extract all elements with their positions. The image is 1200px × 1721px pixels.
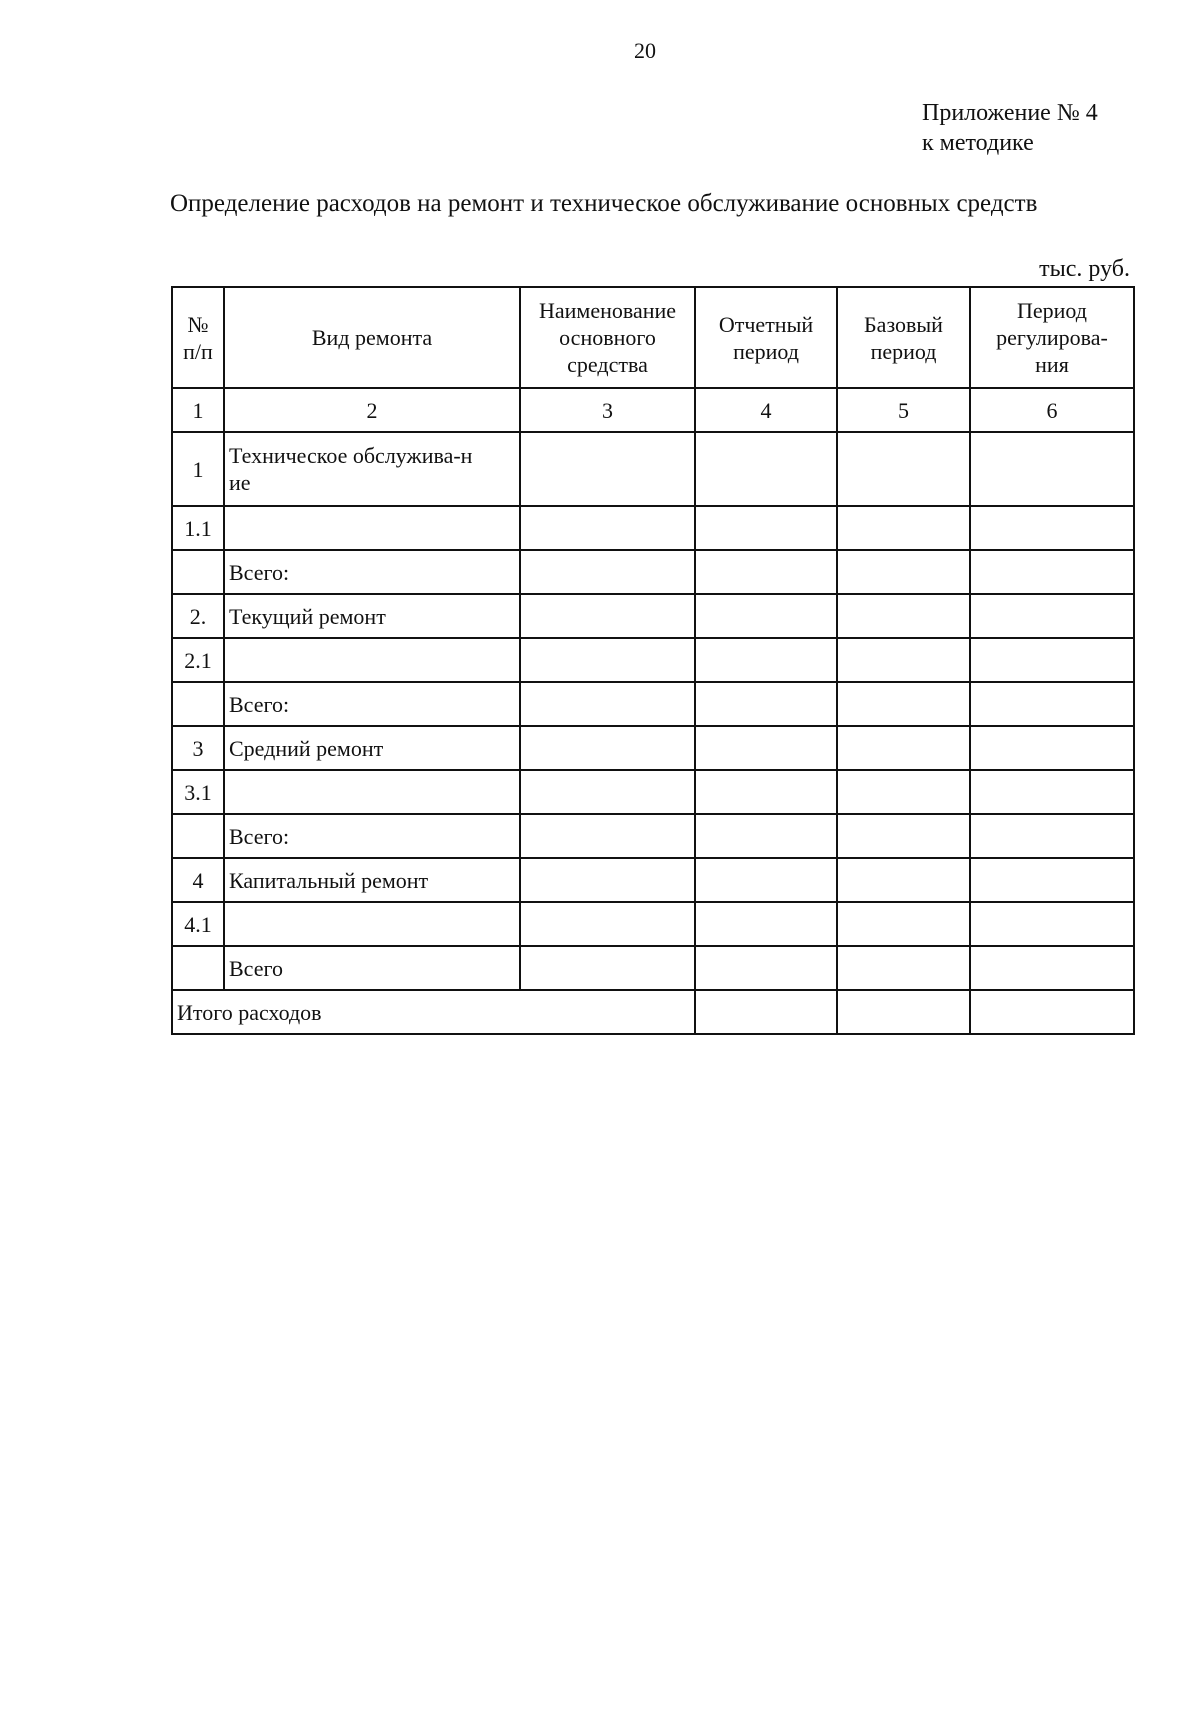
cell-regulation bbox=[970, 726, 1134, 770]
header-asset-line-1: Наименование bbox=[538, 298, 677, 323]
row-repair-type: Капитальный ремонт bbox=[224, 858, 520, 902]
row-number: 2.1 bbox=[172, 638, 224, 682]
header-number-line-1: № bbox=[187, 311, 209, 337]
table-row bbox=[172, 902, 1134, 946]
row-repair-type: Всего: bbox=[224, 814, 520, 858]
page-number: 20 bbox=[634, 38, 656, 63]
cell-asset bbox=[520, 432, 695, 506]
cell-reporting bbox=[695, 726, 837, 770]
total-row bbox=[172, 990, 1134, 1034]
cell-reporting bbox=[695, 594, 837, 638]
header-number-line-2: п/п bbox=[183, 338, 213, 364]
table-row bbox=[172, 506, 1134, 550]
cell-asset bbox=[520, 726, 695, 770]
cell-reporting bbox=[695, 858, 837, 902]
row-repair-type: Текущий ремонт bbox=[224, 594, 520, 638]
column-number: 2 bbox=[224, 388, 520, 432]
header-regulation-line-2: регулирова- bbox=[996, 325, 1108, 350]
table-row bbox=[172, 682, 1134, 726]
header-base-line-2: период bbox=[870, 338, 937, 364]
cell-regulation bbox=[970, 946, 1134, 990]
row-repair-type: Всего: bbox=[224, 550, 520, 594]
appendix-line-1: Приложение № 4 bbox=[922, 100, 1098, 126]
table-row bbox=[172, 814, 1134, 858]
row-number bbox=[172, 682, 224, 726]
column-numbers-row bbox=[172, 388, 1134, 432]
repair-costs-table bbox=[171, 286, 1135, 1035]
row-number: 3 bbox=[172, 726, 224, 770]
total-label: Итого расходов bbox=[172, 990, 695, 1034]
row-number bbox=[172, 814, 224, 858]
header-regulation-period bbox=[970, 287, 1134, 388]
cell-reporting bbox=[695, 506, 837, 550]
cell-base bbox=[837, 726, 970, 770]
column-number: 3 bbox=[520, 388, 695, 432]
cell-regulation bbox=[970, 858, 1134, 902]
header-regulation-line-3: ния bbox=[1035, 352, 1069, 377]
cell-regulation bbox=[970, 990, 1134, 1034]
cell-regulation bbox=[970, 506, 1134, 550]
cell-asset bbox=[520, 902, 695, 946]
cell-base bbox=[837, 946, 970, 990]
cell-asset bbox=[520, 858, 695, 902]
cell-regulation bbox=[970, 432, 1134, 506]
row-repair-type bbox=[224, 638, 520, 682]
cell-base bbox=[837, 638, 970, 682]
cell-base bbox=[837, 814, 970, 858]
cell-regulation bbox=[970, 814, 1134, 858]
cell-regulation bbox=[970, 770, 1134, 814]
cell-regulation bbox=[970, 638, 1134, 682]
cell-base bbox=[837, 858, 970, 902]
cell-reporting bbox=[695, 638, 837, 682]
cell-reporting bbox=[695, 682, 837, 726]
row-repair-type bbox=[224, 902, 520, 946]
header-reporting-period bbox=[695, 287, 837, 388]
cell-regulation bbox=[970, 594, 1134, 638]
cell-base bbox=[837, 550, 970, 594]
header-number bbox=[172, 287, 224, 388]
cell-regulation bbox=[970, 682, 1134, 726]
row-number: 2. bbox=[172, 594, 224, 638]
cell-asset bbox=[520, 682, 695, 726]
row-number: 3.1 bbox=[172, 770, 224, 814]
document-title: Определение расходов на ремонт и техническое обслуживание основных средств bbox=[170, 190, 1038, 217]
header-reporting-line-1: Отчетный bbox=[718, 311, 814, 337]
cell-base bbox=[837, 770, 970, 814]
cell-regulation bbox=[970, 550, 1134, 594]
header-base-line-1: Базовый bbox=[864, 311, 943, 337]
cell-asset bbox=[520, 550, 695, 594]
row-repair-type bbox=[224, 432, 520, 506]
cell-asset bbox=[520, 814, 695, 858]
column-number: 5 bbox=[837, 388, 970, 432]
row-number: 4.1 bbox=[172, 902, 224, 946]
header-reporting-line-2: период bbox=[733, 338, 799, 364]
cell-reporting bbox=[695, 990, 837, 1034]
cell-base bbox=[837, 682, 970, 726]
appendix-line-2: к методике bbox=[922, 130, 1034, 156]
header-base-period bbox=[837, 287, 970, 388]
table-row bbox=[172, 594, 1134, 638]
row-repair-type: Средний ремонт bbox=[224, 726, 520, 770]
header-asset-name bbox=[520, 287, 695, 388]
row-number bbox=[172, 550, 224, 594]
table-row bbox=[172, 726, 1134, 770]
cell-reporting bbox=[695, 432, 837, 506]
table-row bbox=[172, 858, 1134, 902]
table-row bbox=[172, 638, 1134, 682]
cell-asset bbox=[520, 594, 695, 638]
table-row bbox=[172, 946, 1134, 990]
cell-reporting bbox=[695, 550, 837, 594]
row-repair-type-text: Техническое обслужива-ние bbox=[229, 443, 473, 495]
header-asset-line-3: средства bbox=[567, 352, 648, 377]
cell-reporting bbox=[695, 902, 837, 946]
cell-base bbox=[837, 594, 970, 638]
row-number: 1 bbox=[172, 432, 224, 506]
header-repair-type-label: Вид ремонта bbox=[311, 325, 433, 350]
cell-base bbox=[837, 902, 970, 946]
table-row bbox=[172, 550, 1134, 594]
cell-base bbox=[837, 432, 970, 506]
cell-asset bbox=[520, 770, 695, 814]
cell-reporting bbox=[695, 814, 837, 858]
header-regulation-line-1: Период bbox=[1017, 298, 1087, 323]
units-label: тыс. руб. bbox=[1039, 256, 1130, 282]
row-repair-type bbox=[224, 770, 520, 814]
row-number: 1.1 bbox=[172, 506, 224, 550]
cell-reporting bbox=[695, 770, 837, 814]
appendix-reference bbox=[922, 98, 1098, 158]
cell-asset bbox=[520, 506, 695, 550]
row-number bbox=[172, 946, 224, 990]
row-repair-type bbox=[224, 506, 520, 550]
column-number: 4 bbox=[695, 388, 837, 432]
table-row bbox=[172, 770, 1134, 814]
column-number: 1 bbox=[172, 388, 224, 432]
cell-reporting bbox=[695, 946, 837, 990]
cell-regulation bbox=[970, 902, 1134, 946]
table-header-row bbox=[172, 287, 1134, 388]
cell-asset bbox=[520, 638, 695, 682]
column-number: 6 bbox=[970, 388, 1134, 432]
row-repair-type: Всего: bbox=[224, 682, 520, 726]
cell-base bbox=[837, 990, 970, 1034]
row-repair-type: Всего bbox=[224, 946, 520, 990]
cell-asset bbox=[520, 946, 695, 990]
header-repair-type bbox=[224, 287, 520, 388]
header-asset-line-2: основного bbox=[559, 325, 656, 350]
cell-base bbox=[837, 506, 970, 550]
table-row bbox=[172, 432, 1134, 506]
row-number: 4 bbox=[172, 858, 224, 902]
